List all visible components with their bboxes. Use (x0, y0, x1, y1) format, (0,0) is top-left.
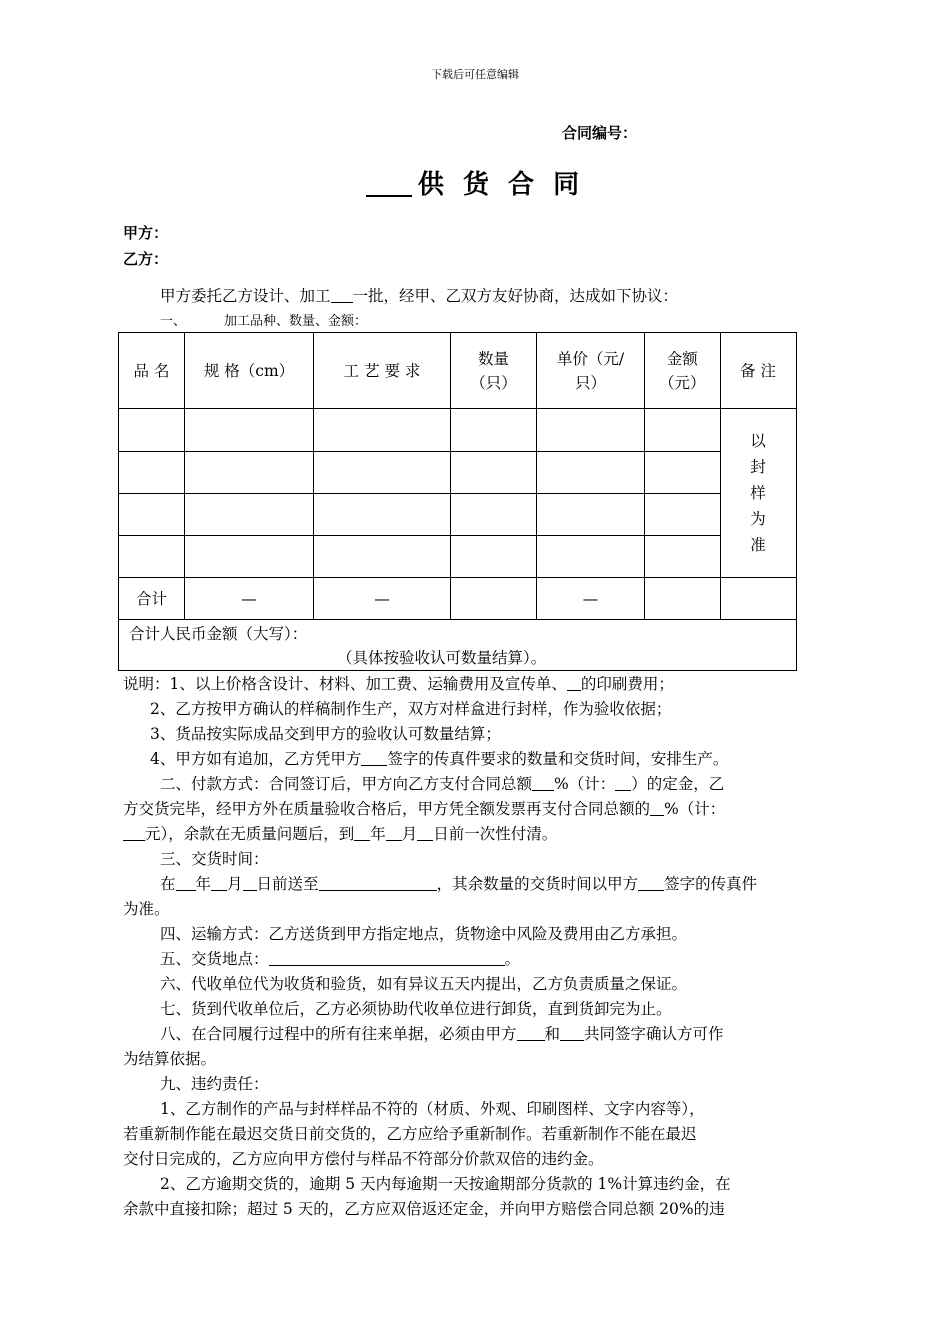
intro-line: 甲方委托乙方设计、加工 一批，经甲、乙双方友好协商，达成如下协议： (160, 287, 679, 305)
table-row (119, 494, 797, 536)
page-title (0, 164, 950, 201)
note-2: 2、乙方按甲方确认的样稿制作生产，双方对样盒进行封样，作为验收依据； (150, 700, 672, 718)
delivery-line-1: 在 年 月 日前送至 ，其余数量的交货时间以甲方 签字的传真件 (160, 875, 758, 893)
delivery-heading: 三、交货时间： (160, 850, 269, 868)
contract-number-label: 合同编号： (562, 124, 638, 142)
rmb-total-row (119, 620, 797, 671)
table-row (119, 536, 797, 578)
section-9-para-1-line-3: 交付日完成的，乙方应向甲方偿付与样品不符部分价款双倍的违约金。 (123, 1150, 604, 1168)
col-header-craft: 工 艺 要 求 (314, 333, 451, 409)
table-header-row (119, 333, 797, 409)
section-9-para-1-line-2: 若重新制作能在最迟交货日前交货的，乙方应给予重新制作。若重新制作不能在最迟 (123, 1125, 697, 1143)
product-table (118, 332, 797, 671)
party-a-label: 甲方： (123, 224, 169, 242)
table-row (119, 452, 797, 494)
section-7: 七、货到代收单位后，乙方必须协助代收单位进行卸货，直到货卸完为止。 (160, 1000, 672, 1018)
total-price-dash: — (537, 578, 645, 620)
remark-cell (720, 409, 796, 578)
col-header-unit-price: 单价（元/只） (537, 333, 645, 409)
note-4: 4、甲方如有追加，乙方凭甲方 签字的传真件要求的数量和交货时间，安排生产。 (150, 750, 729, 768)
party-b-label: 乙方： (123, 250, 169, 268)
section-9-heading: 九、违约责任： (160, 1075, 269, 1093)
remark-text: 以封样为准 (750, 432, 766, 554)
section-9-para-2-line-2: 余款中直接扣除；超过 5 天的，乙方应双倍返还定金，并向甲方赔偿合同总额 20%的违 (123, 1200, 725, 1218)
total-spec-dash: — (185, 578, 314, 620)
note-1: 说明：1、以上价格含设计、材料、加工费、运输费用及宣传单、 的印刷费用； (123, 675, 674, 693)
rmb-total-label: 合计人民币金额（大写）： (129, 625, 308, 643)
section-8-line-1: 八、在合同履行过程中的所有往来单据，必须由甲方 和 共同签字确认方可作 (160, 1025, 724, 1043)
col-header-quantity: 数量（只） (451, 333, 537, 409)
payment-line-3: 元），余款在无质量问题后，到 年 月 日前一次性付清。 (123, 822, 557, 846)
col-header-amount: 金额（元） (645, 333, 721, 409)
col-header-name: 品 名 (119, 333, 185, 409)
section-1-heading: 一、 加工品种、数量、金额： (160, 314, 368, 329)
col-header-remark: 备 注 (720, 333, 796, 409)
settlement-note: （具体按验收认可数量结算）。 (337, 649, 547, 667)
section-4-transport: 四、运输方式：乙方送货到甲方指定地点，货物途中风险及费用由乙方承担。 (160, 925, 688, 943)
title-text: 供 货 合 同 (417, 170, 585, 200)
payment-line-2: 方交货完毕，经甲方外在质量验收合格后，甲方凭全额发票再支付合同总额的 %（计： (123, 800, 726, 818)
note-3: 3、货品按实际成品交到甲方的验收认可数量结算； (150, 725, 501, 743)
table-row (119, 409, 797, 452)
section-6: 六、代收单位代为收货和验货，如有异议五天内提出，乙方负责质量之保证。 (160, 975, 688, 993)
total-row (119, 578, 797, 620)
section-8-line-2: 为结算依据。 (123, 1050, 217, 1068)
section-5-place: 五、交货地点： 。 (160, 950, 521, 968)
header-note: 下载后可任意编辑 (431, 68, 519, 81)
section-9-para-2-line-1: 2、乙方逾期交货的，逾期 5 天内每逾期一天按逾期部分货款的 1%计算违约金，在 (160, 1175, 731, 1193)
total-craft-dash: — (314, 578, 451, 620)
total-label: 合计 (119, 578, 185, 620)
payment-line-1: 二、付款方式：合同签订后，甲方向乙方支付合同总额 %（计： ）的定金，乙 (160, 775, 725, 793)
title-blank (366, 173, 412, 197)
section-9-para-1-line-1: 1、乙方制作的产品与封样样品不符的（材质、外观、印刷图样、文字内容等）， (160, 1100, 705, 1118)
col-header-spec: 规 格（cm） (185, 333, 314, 409)
delivery-line-2: 为准。 (123, 900, 170, 918)
